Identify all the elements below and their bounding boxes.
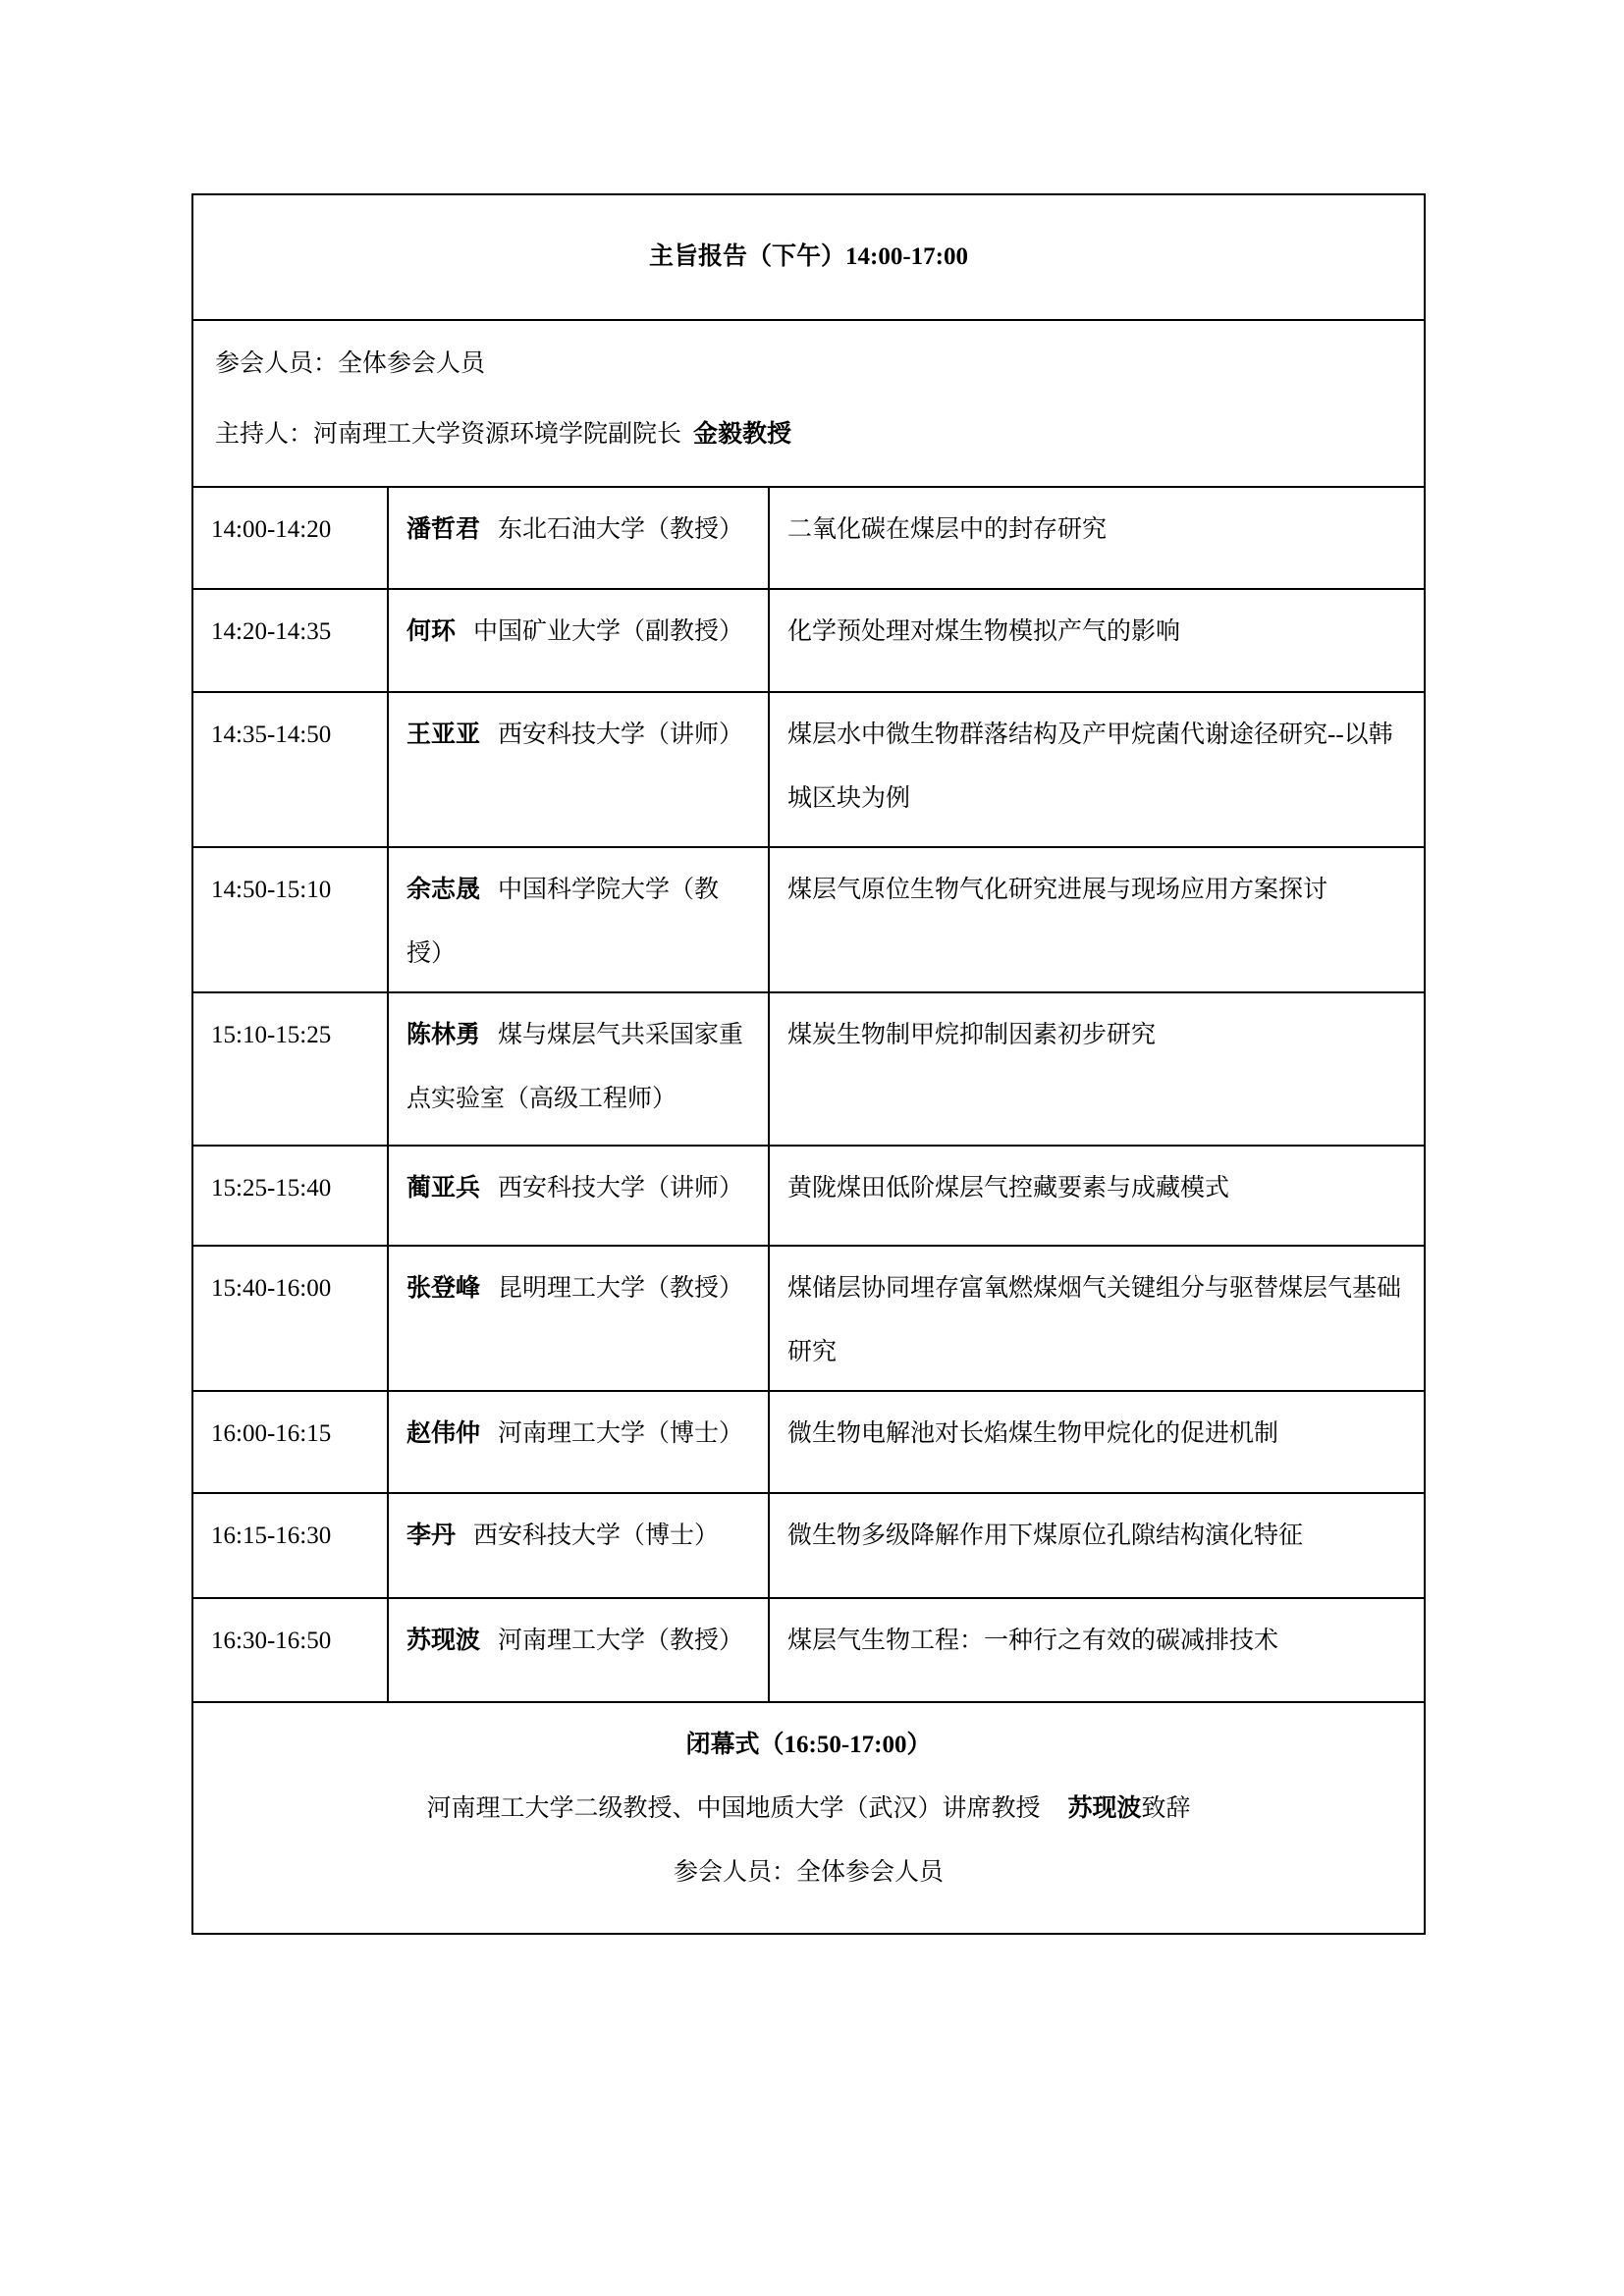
talk-title-cell: 微生物电解池对长焰煤生物甲烷化的促进机制 [769,1391,1425,1493]
speaker-cell [388,1598,769,1702]
closing-speech-suffix: 致辞 [1141,1795,1191,1822]
session-title-row [192,194,1425,320]
speaker-affiliation: 河南理工大学（博士） [498,1420,744,1447]
speaker-name: 苏现波 [406,1628,481,1654]
speaker-cell [388,692,769,847]
talk-title-cell: 化学预处理对煤生物模拟产气的影响 [769,589,1425,692]
closing-speech-prefix: 河南理工大学二级教授、中国地质大学（武汉）讲席教授 [426,1795,1041,1822]
speaker-name: 王亚亚 [406,721,481,748]
host-name: 金毅教授 [693,421,792,448]
talk-title-cell: 煤层气原位生物气化研究进展与现场应用方案探讨 [769,847,1425,992]
talk-title-cell: 黄陇煤田低阶煤层气控藏要素与成藏模式 [769,1146,1425,1246]
time-cell: 14:50-15:10 [192,847,388,992]
talk-title-cell: 二氧化碳在煤层中的封存研究 [769,487,1425,589]
speaker-name: 余志晟 [406,877,481,903]
closing-speech-name: 苏现波 [1067,1795,1142,1822]
talk-title-cell: 煤炭生物制甲烷抑制因素初步研究 [769,992,1425,1146]
speaker-name: 陈林勇 [406,1022,481,1048]
speaker-name: 何环 [406,618,457,645]
closing-speech-line [211,1777,1406,1841]
talk-title-cell: 煤层气生物工程：一种行之有效的碳减排技术 [769,1598,1425,1702]
speaker-affiliation: 西安科技大学（博士） [473,1522,720,1549]
closing-attendees-line: 参会人员：全体参会人员 [674,1859,945,1886]
attendees-line: 参会人员：全体参会人员 [215,350,486,377]
speaker-affiliation: 煤与煤层气共采国家重点实验室（高级工程师） [406,1022,744,1112]
schedule-row [192,487,1425,589]
speaker-name: 潘哲君 [406,516,481,543]
schedule-row [192,992,1425,1146]
speaker-cell [388,1146,769,1246]
time-cell: 14:00-14:20 [192,487,388,589]
host-line [215,400,1406,470]
speaker-cell [388,1493,769,1598]
schedule-row [192,1246,1425,1391]
time-cell: 14:35-14:50 [192,692,388,847]
speaker-name: 蔺亚兵 [406,1175,481,1201]
schedule-row [192,847,1425,992]
speaker-name: 李丹 [406,1522,457,1549]
speaker-name: 赵伟仲 [406,1420,481,1447]
session-title: 主旨报告（下午）14:00-17:00 [192,194,1425,320]
host-prefix: 主持人：河南理工大学资源环境学院副院长 [215,421,682,448]
closing-cell [192,1702,1425,1934]
schedule-row [192,1493,1425,1598]
time-cell: 16:00-16:15 [192,1391,388,1493]
agenda-table [191,193,1426,1935]
speaker-affiliation: 东北石油大学（教授） [498,516,744,543]
speaker-cell [388,992,769,1146]
time-cell: 16:15-16:30 [192,1493,388,1598]
speaker-cell [388,1391,769,1493]
time-cell: 16:30-16:50 [192,1598,388,1702]
speaker-affiliation: 昆明理工大学（教授） [498,1275,744,1302]
time-cell: 15:10-15:25 [192,992,388,1146]
talk-title-cell: 煤层水中微生物群落结构及产甲烷菌代谢途径研究--以韩城区块为例 [769,692,1425,847]
closing-title: 闭幕式（16:50-17:00） [685,1732,932,1758]
speaker-cell [388,1246,769,1391]
schedule-row [192,1146,1425,1246]
speaker-affiliation: 河南理工大学（教授） [498,1628,744,1654]
talk-title-cell: 煤储层协同埋存富氧燃煤烟气关键组分与驱替煤层气基础研究 [769,1246,1425,1391]
schedule-row [192,1391,1425,1493]
speaker-affiliation: 西安科技大学（讲师） [498,1175,744,1201]
speaker-affiliation: 中国科学院大学（教授） [406,877,720,967]
speaker-cell [388,487,769,589]
time-cell: 14:20-14:35 [192,589,388,692]
speaker-name: 张登峰 [406,1275,481,1302]
schedule-row [192,1598,1425,1702]
speaker-affiliation: 西安科技大学（讲师） [498,721,744,748]
schedule-row [192,692,1425,847]
time-cell: 15:25-15:40 [192,1146,388,1246]
closing-row [192,1702,1425,1934]
session-info-row [192,320,1425,487]
speaker-cell [388,589,769,692]
session-info-cell [192,320,1425,487]
schedule-row [192,589,1425,692]
speaker-cell [388,847,769,992]
speaker-affiliation: 中国矿业大学（副教授） [473,618,744,645]
talk-title-cell: 微生物多级降解作用下煤原位孔隙结构演化特征 [769,1493,1425,1598]
time-cell: 15:40-16:00 [192,1246,388,1391]
